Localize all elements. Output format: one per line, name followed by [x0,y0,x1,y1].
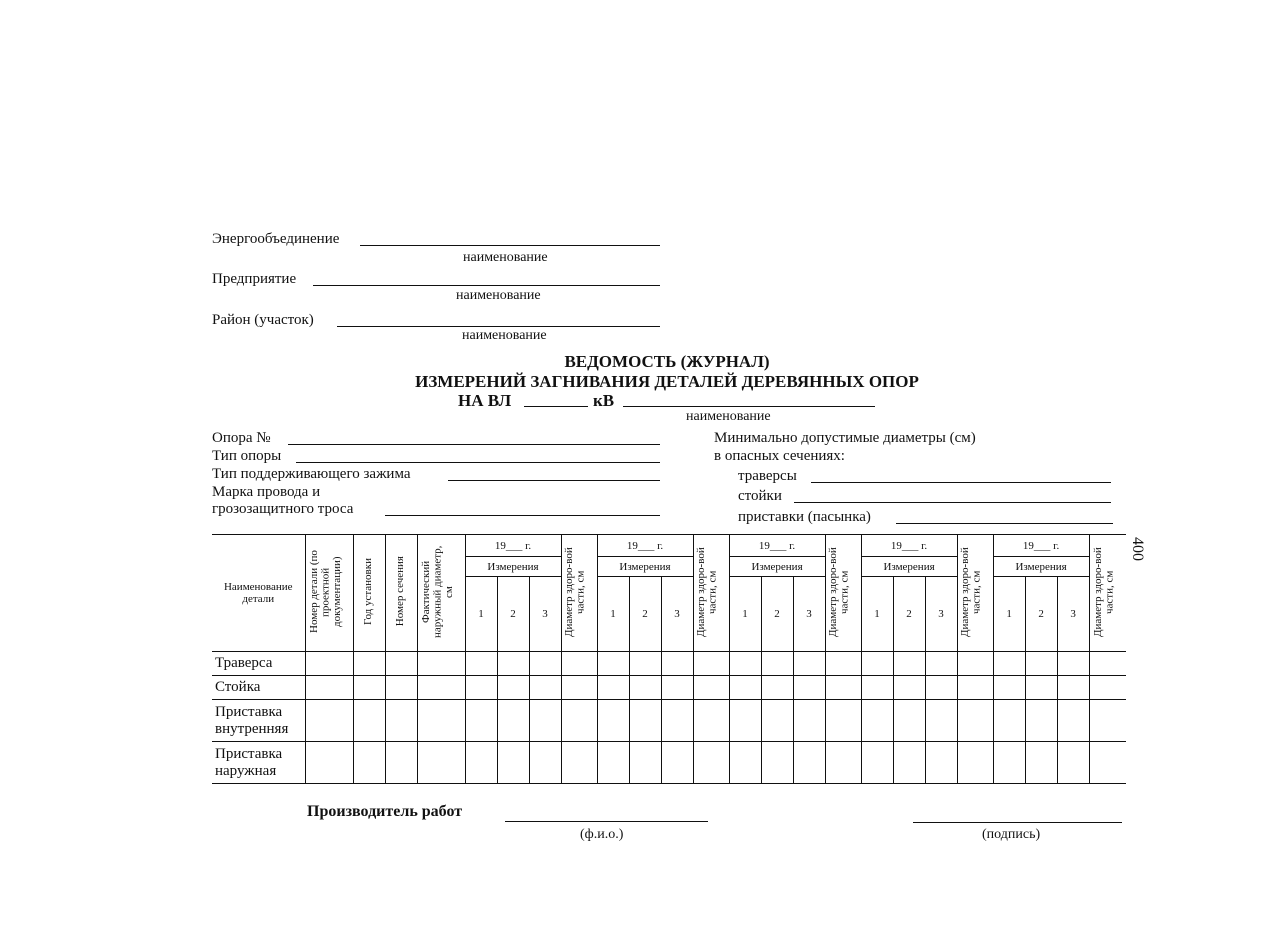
col-header-year [353,535,385,652]
year-header-1: 19___ г. [465,535,561,557]
table-cell[interactable] [993,700,1025,742]
row-label [212,700,305,742]
measurements-header-2: Измерения [597,557,693,577]
table-cell[interactable] [861,742,893,784]
table-cell[interactable] [385,742,417,784]
table-cell[interactable] [1025,700,1057,742]
col-header-healthy-4-text: Диаметр здоро-вой части, см [959,546,983,637]
col-header-healthy-5 [1089,535,1126,652]
table-cell[interactable] [385,652,417,676]
table-cell[interactable] [597,676,629,700]
table-cell[interactable] [353,676,385,700]
table-cell[interactable] [729,676,761,700]
table-cell[interactable] [305,676,353,700]
energy-association-field[interactable] [360,245,660,246]
table-cell[interactable] [465,742,497,784]
col-header-healthy-4 [957,535,993,652]
table-cell[interactable] [761,676,793,700]
table-cell[interactable] [957,652,993,676]
table-cell[interactable] [597,700,629,742]
table-cell[interactable] [761,742,793,784]
table-cell[interactable] [825,742,861,784]
table-cell[interactable] [693,742,729,784]
table-cell[interactable] [497,676,529,700]
table-cell[interactable] [497,700,529,742]
table-cell[interactable] [465,700,497,742]
table-cell[interactable] [693,676,729,700]
table-cell[interactable] [529,652,561,676]
table-cell[interactable] [861,676,893,700]
voltage-field[interactable] [524,406,588,407]
table-row [212,676,1126,700]
table-cell[interactable] [597,652,629,676]
table-cell[interactable] [305,700,353,742]
measure-col-5-3: 3 [1057,577,1089,652]
col-header-healthy-1 [561,535,597,652]
doc-title-vl: НА ВЛ [458,391,512,410]
table-cell[interactable] [1057,652,1089,676]
line-name-hint: наименование [686,409,771,424]
table-cell[interactable] [1089,652,1126,676]
table-cell[interactable] [729,700,761,742]
table-cell[interactable] [793,742,825,784]
table-cell[interactable] [497,742,529,784]
table-cell[interactable] [661,700,693,742]
col-header-section [385,535,417,652]
district-field[interactable] [337,326,660,327]
page-number: 400 [1129,537,1146,561]
table-cell[interactable] [925,742,957,784]
row-label [212,742,305,784]
table-cell[interactable] [893,742,925,784]
doc-title-line2: ИЗМЕРЕНИЙ ЗАГНИВАНИЯ ДЕТАЛЕЙ ДЕРЕВЯННЫХ ОПОР [415,372,919,391]
table-cell[interactable] [1089,676,1126,700]
table-cell[interactable] [629,700,661,742]
crossarm-label: траверсы [738,468,797,484]
measure-col-3-3: 3 [793,577,825,652]
table-cell[interactable] [825,700,861,742]
measure-col-5-2: 2 [1025,577,1057,652]
measure-col-2-2: 2 [629,577,661,652]
col-header-actual-diameter-text: Фактический наружный диаметр, см [420,545,456,638]
producer-fio-field[interactable] [505,821,708,822]
col-header-healthy-3 [825,535,861,652]
table-cell[interactable] [661,742,693,784]
col-header-healthy-1-text: Диаметр здоро-вой части, см [563,546,587,637]
table-cell[interactable] [417,742,465,784]
crossarm-field[interactable] [811,482,1111,483]
min-diameters-label-1: Минимально допустимые диаметры (см) [714,430,976,446]
col-header-section-text: Номер сечения [394,556,407,627]
col-header-healthy-2-text: Диаметр здоро-вой части, см [695,546,719,637]
table-cell[interactable] [1057,742,1089,784]
table-body [212,652,1126,784]
energy-association-label: Энергообъединение [212,231,340,247]
table-cell[interactable] [305,652,353,676]
energy-name-hint: наименование [463,250,548,265]
table-cell[interactable] [1057,676,1089,700]
table-cell[interactable] [993,652,1025,676]
measurements-header-3: Измерения [729,557,825,577]
table-cell[interactable] [385,676,417,700]
table-cell[interactable] [417,652,465,676]
table-cell[interactable] [1025,652,1057,676]
table-cell[interactable] [353,652,385,676]
table-cell[interactable] [385,700,417,742]
table-cell[interactable] [353,700,385,742]
table-cell[interactable] [957,700,993,742]
enterprise-field[interactable] [313,285,660,286]
measure-col-2-1: 1 [597,577,629,652]
enterprise-name-hint: наименование [456,288,541,303]
measurements-header-1: Измерения [465,557,561,577]
table-cell[interactable] [993,742,1025,784]
row-label [212,652,305,676]
producer-signature-field[interactable] [913,822,1122,823]
table-row [212,742,1126,784]
year-header-3: 19___ г. [729,535,825,557]
table-cell[interactable] [629,652,661,676]
table-cell[interactable] [1089,700,1126,742]
attachment-label: приставки (пасынка) [738,509,871,525]
table-cell[interactable] [529,700,561,742]
table-cell[interactable] [597,742,629,784]
table-cell[interactable] [893,676,925,700]
table-cell[interactable] [417,676,465,700]
measure-col-5-1: 1 [993,577,1025,652]
col-header-healthy-3-text: Диаметр здоро-вой части, см [827,546,851,637]
support-no-field[interactable] [288,444,660,445]
table-cell[interactable] [825,676,861,700]
table-cell[interactable] [693,652,729,676]
table-cell[interactable] [957,742,993,784]
table-cell[interactable] [793,700,825,742]
row-label-line1: Траверса [215,655,273,672]
table-cell[interactable] [1025,742,1057,784]
row-label-line2: внутренняя [215,720,289,737]
table-cell[interactable] [497,652,529,676]
table-cell[interactable] [925,676,957,700]
doc-title-kv: кВ [593,391,615,410]
table-cell[interactable] [1089,742,1126,784]
table-cell[interactable] [825,652,861,676]
measure-col-4-2: 2 [893,577,925,652]
post-label: стойки [738,488,782,504]
min-diameters-label-2: в опасных сечениях: [714,448,845,464]
row-label-line1: Стойка [215,679,261,696]
col-header-part-name: Наименование детали [212,535,305,652]
table-cell[interactable] [661,652,693,676]
row-label-line1: Приставка [215,704,283,720]
table-cell[interactable] [353,742,385,784]
col-header-actual-diameter [417,535,465,652]
year-header-4: 19___ г. [861,535,957,557]
year-header-5: 19___ г. [993,535,1089,557]
col-header-year-text: Год установки [362,558,375,625]
table-cell[interactable] [529,676,561,700]
table-cell[interactable] [305,742,353,784]
table-cell[interactable] [561,676,597,700]
table-cell[interactable] [417,700,465,742]
table-cell[interactable] [761,652,793,676]
col-header-healthy-2 [693,535,729,652]
measurements-header-4: Измерения [861,557,957,577]
col-header-detail-no-text: Номер детали (по проектной документации) [308,550,344,633]
support-type-label: Тип опоры [212,448,282,464]
col-header-healthy-5-text: Диаметр здоро-вой части, см [1091,546,1116,637]
support-type-field[interactable] [296,462,660,463]
table-cell[interactable] [693,700,729,742]
doc-title-line1: ВЕДОМОСТЬ (ЖУРНАЛ) [564,352,770,371]
table-cell[interactable] [529,742,561,784]
table-cell[interactable] [561,700,597,742]
table-cell[interactable] [629,676,661,700]
work-producer-label: Производитель работ [307,803,463,820]
table-cell[interactable] [861,652,893,676]
measure-col-2-3: 3 [661,577,693,652]
support-no-label: Опора № [212,430,271,446]
wire-brand-label-2: грозозащитного троса [212,501,354,517]
measure-col-4-1: 1 [861,577,893,652]
table-cell[interactable] [661,676,693,700]
measurements-table [212,534,1126,784]
measure-col-1-1: 1 [465,577,497,652]
measure-col-3-2: 2 [761,577,793,652]
measure-col-1-2: 2 [497,577,529,652]
row-label [212,676,305,700]
table-cell[interactable] [893,700,925,742]
table-cell[interactable] [1025,676,1057,700]
fio-hint: (ф.и.о.) [580,827,624,842]
table-cell[interactable] [925,700,957,742]
post-field[interactable] [794,502,1111,503]
table-cell[interactable] [465,676,497,700]
measure-col-3-1: 1 [729,577,761,652]
col-header-detail-no [305,535,353,652]
district-label: Район (участок) [212,312,314,328]
row-label-line1: Приставка [215,746,283,762]
signature-hint: (подпись) [982,827,1041,842]
table-cell[interactable] [629,742,661,784]
clamp-type-field[interactable] [448,480,660,481]
wire-brand-label-1: Марка провода и [212,484,321,500]
table-cell[interactable] [561,652,597,676]
table-cell[interactable] [957,676,993,700]
table-cell[interactable] [729,742,761,784]
district-name-hint: наименование [462,328,547,343]
measure-col-4-3: 3 [925,577,957,652]
table-cell[interactable] [1057,700,1089,742]
table-cell[interactable] [729,652,761,676]
table-cell[interactable] [925,652,957,676]
enterprise-label: Предприятие [212,271,297,287]
table-cell[interactable] [993,676,1025,700]
table-cell[interactable] [861,700,893,742]
attachment-field[interactable] [896,523,1113,524]
line-name-field[interactable] [623,406,875,407]
table-cell[interactable] [561,742,597,784]
clamp-type-label: Тип поддерживающего зажима [212,466,411,482]
table-cell[interactable] [793,652,825,676]
table-cell[interactable] [761,700,793,742]
table-cell[interactable] [465,652,497,676]
row-label-line2: наружная [215,762,277,779]
table-row [212,700,1126,742]
measurements-header-5: Измерения [993,557,1089,577]
wire-brand-field[interactable] [385,515,660,516]
measure-col-1-3: 3 [529,577,561,652]
table-cell[interactable] [793,676,825,700]
year-header-2: 19___ г. [597,535,693,557]
table-row [212,652,1126,676]
table-cell[interactable] [893,652,925,676]
